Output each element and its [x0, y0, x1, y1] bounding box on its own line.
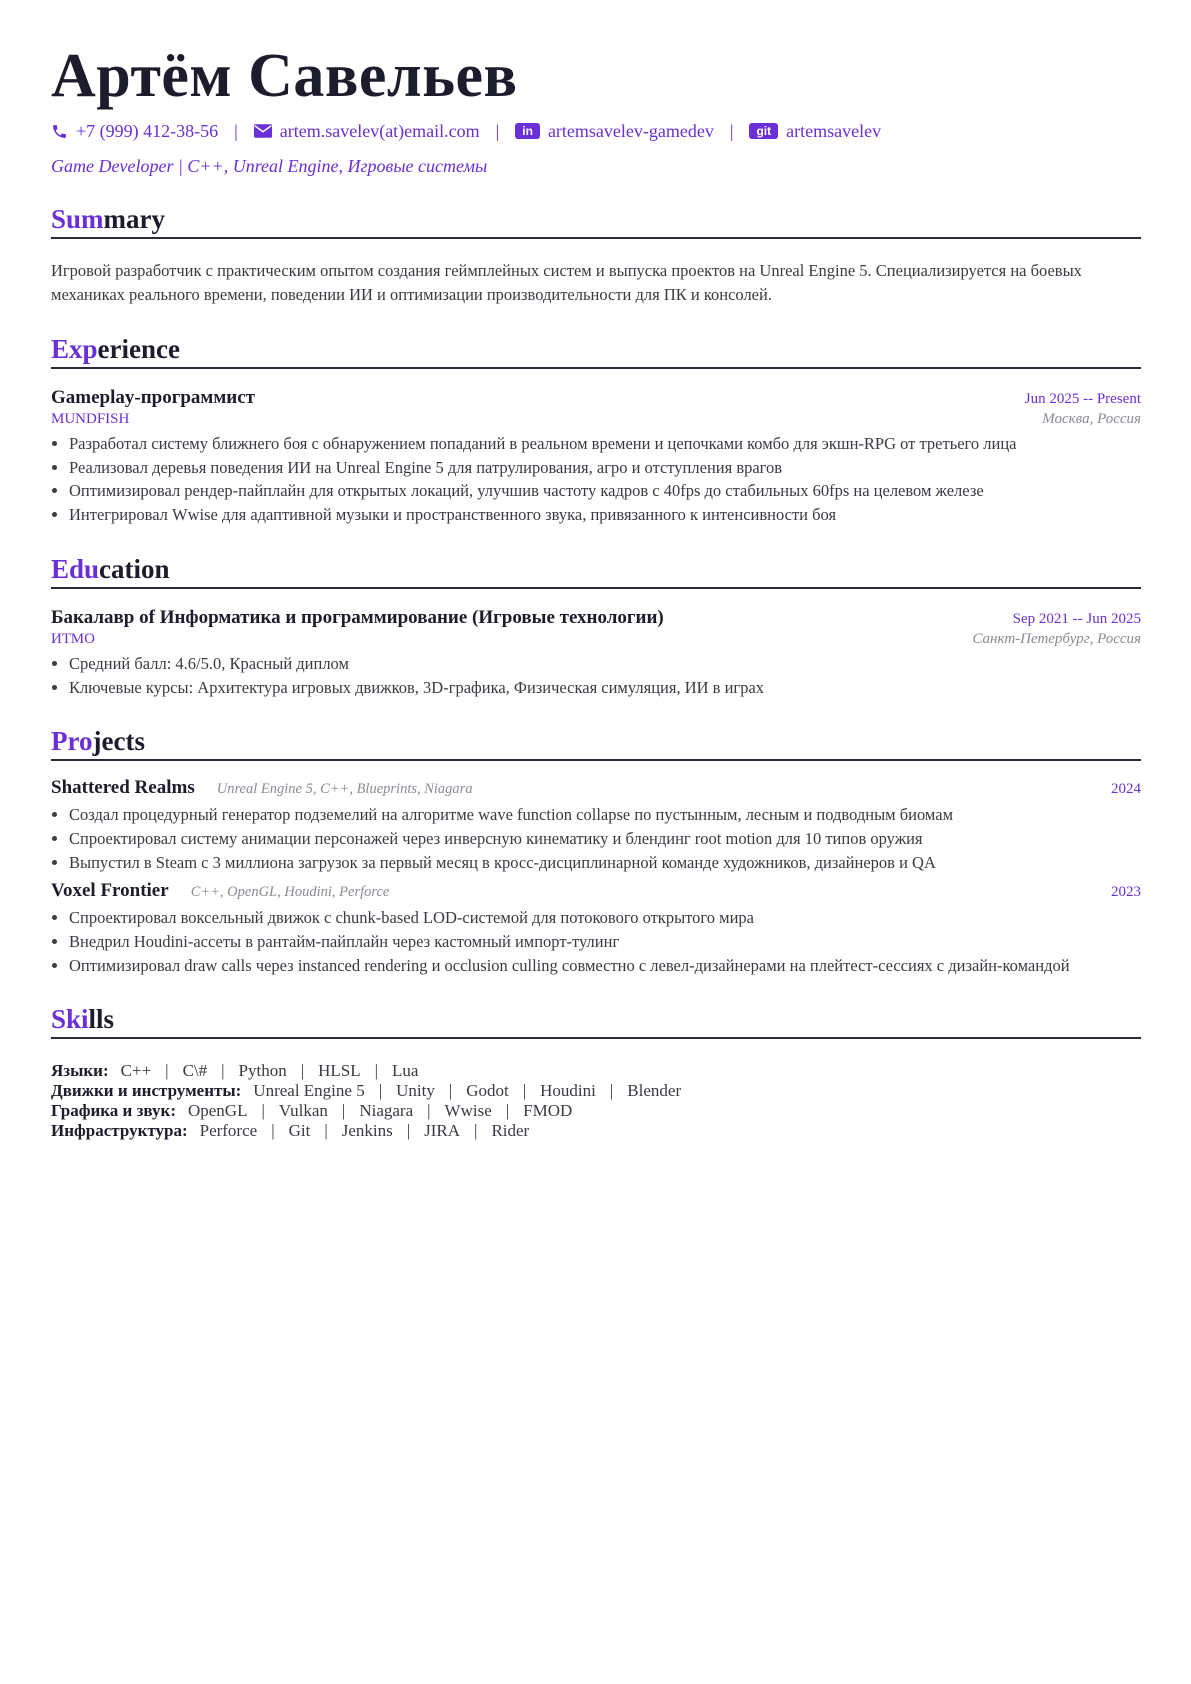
section-title-experience: Experience	[51, 334, 180, 364]
section-title-skills: Skills	[51, 1004, 115, 1035]
skill-item: Unreal Engine 5	[253, 1081, 365, 1101]
project-bullets	[51, 803, 1141, 874]
list-item: • Спроектировал воксельный движок с chunk-based LOD-системой для потокового открытого мира	[69, 906, 1141, 930]
skill-separator: |	[406, 1121, 411, 1141]
skills-list	[51, 1061, 1141, 1141]
skill-item: OpenGL	[187, 1101, 248, 1121]
experience-entry	[51, 387, 1141, 527]
project-bullets	[51, 906, 1141, 977]
project-title: Shattered Realms	[51, 777, 195, 799]
first-name: Артём	[51, 42, 233, 110]
skill-separator: |	[261, 1101, 265, 1121]
phone-number: +7 (999) 412-38-56	[76, 120, 219, 141]
education-bullets	[51, 652, 1141, 699]
skill-item: Git	[288, 1121, 311, 1141]
project-title: Voxel Frontier	[51, 880, 169, 902]
skill-separator: |	[609, 1081, 614, 1101]
list-item: • Внедрил Houdini-ассеты в рантайм-пайплайн через кастомный импорт-тулинг	[69, 930, 1141, 954]
job-dates: Jun 2025 -- Present	[1024, 391, 1141, 407]
skill-separator: |	[448, 1081, 453, 1101]
mail-icon	[254, 124, 272, 138]
skill-separator: |	[221, 1061, 225, 1081]
email-address: artem.savelev(at)email.com	[279, 120, 480, 141]
skill-separator: |	[505, 1101, 510, 1121]
list-item: • Разработал систему ближнего боя с обнаружением попаданий в реальном времени и цепочками комбо для экшн-RPG от третьего лица	[69, 432, 1141, 456]
skill-item: Jenkins	[341, 1121, 393, 1141]
skill-row	[51, 1101, 1141, 1121]
linkedin-badge: in	[515, 123, 540, 139]
skill-item: Wwise	[444, 1101, 492, 1121]
skill-item: C++	[120, 1061, 152, 1081]
section-divider	[51, 367, 1141, 369]
degree-title: Бакалавр of Информатика и программирование (Игровые технологии)	[51, 606, 664, 628]
company-name: MUNDFISH	[51, 411, 130, 427]
linkedin-contact[interactable]	[515, 121, 714, 142]
education-entry	[51, 607, 1141, 699]
skill-row	[51, 1081, 1141, 1101]
skill-row	[51, 1121, 1141, 1141]
contact-separator: |	[495, 120, 500, 141]
section-title-summary: Summary	[51, 204, 166, 234]
git-badge: git	[749, 123, 778, 139]
contact-separator: |	[729, 120, 734, 141]
skill-item: Lua	[392, 1061, 419, 1081]
project-tech: C++, OpenGL, Houdini, Perforce	[190, 884, 390, 901]
job-title: Gameplay-программист	[51, 387, 256, 408]
linkedin-icon	[515, 123, 540, 139]
skill-category-label: Инфраструктура:	[51, 1121, 188, 1141]
section-title-projects: Projects	[51, 726, 145, 757]
skill-separator: |	[522, 1081, 527, 1101]
skill-separator: |	[324, 1121, 328, 1141]
email-contact[interactable]	[254, 121, 480, 142]
job-bullets	[51, 432, 1141, 527]
skill-separator: |	[378, 1081, 383, 1101]
candidate-name	[51, 40, 1141, 112]
linkedin-handle: artemsavelev-gamedev	[547, 120, 714, 141]
skill-item: C\#	[182, 1061, 208, 1081]
project-entry	[51, 880, 1141, 977]
skill-separator: |	[271, 1121, 275, 1141]
section-title-education: Education	[51, 553, 170, 584]
skill-separator: |	[165, 1061, 169, 1081]
project-year: 2023	[1111, 884, 1141, 901]
skill-category-label: Графика и звук:	[51, 1101, 176, 1121]
project-entry	[51, 777, 1141, 874]
git-handle: artemsavelev	[786, 120, 882, 141]
skill-item: Perforce	[199, 1121, 258, 1141]
list-item: • Выпустил в Steam с 3 миллиона загрузок за первый месяц в кросс-дисциплинарной команде художников, дизайнеров и QA	[69, 851, 1141, 875]
skill-separator: |	[474, 1121, 478, 1141]
skill-separator: |	[341, 1101, 346, 1121]
skill-item: Unity	[396, 1081, 435, 1101]
list-item: • Интегрировал Wwise для адаптивной музыки и пространственного звука, привязанного к интенсивности боя	[69, 503, 1141, 527]
list-item: • Создал процедурный генератор подземелий на алгоритме wave function collapse по пустынным, лесным и подводным биомам	[69, 803, 1141, 827]
skill-item: JIRA	[424, 1121, 461, 1141]
last-name: Савельев	[248, 42, 518, 110]
git-contact[interactable]	[749, 121, 881, 142]
project-tech: Unreal Engine 5, C++, Blueprints, Niagara	[216, 781, 473, 798]
skill-separator: |	[374, 1061, 379, 1081]
section-divider	[51, 587, 1141, 589]
git-icon	[749, 123, 778, 139]
skill-item: Houdini	[540, 1081, 596, 1101]
list-item: • Оптимизировал рендер-пайплайн для открытых локаций, улучшив частоту кадров с 40fps до стабильных 60fps на целевом железе	[69, 479, 1141, 503]
list-item: • Оптимизировал draw calls через instanced rendering и occlusion culling совместно с левел-дизайнерами на плейтест-сессиях с дизайн-командой	[69, 954, 1141, 978]
university-name: ИТМО	[51, 630, 95, 647]
contact-bar	[51, 118, 1141, 144]
section-divider	[51, 1037, 1141, 1039]
skill-item: Rider	[491, 1121, 530, 1141]
skill-separator: |	[427, 1101, 431, 1121]
education-location: Санкт-Петербург, Россия	[972, 630, 1141, 647]
skill-category-label: Языки:	[51, 1061, 109, 1081]
phone-contact[interactable]	[51, 121, 218, 142]
list-item: • Средний балл: 4.6/5.0, Красный диплом	[69, 652, 1141, 676]
list-item: • Реализовал деревья поведения ИИ на Unreal Engine 5 для патрулирования, агро и отступления врагов	[69, 456, 1141, 480]
project-year: 2024	[1111, 781, 1141, 798]
section-divider	[51, 759, 1141, 761]
skill-item: FMOD	[523, 1101, 573, 1121]
phone-icon	[51, 123, 68, 140]
job-location: Москва, Россия	[1042, 411, 1141, 427]
skill-item: Blender	[627, 1081, 682, 1101]
education-dates: Sep 2021 -- Jun 2025	[1012, 610, 1141, 627]
contact-separator: |	[234, 120, 238, 141]
summary-text: Игровой разработчик с практическим опытом создания геймплейных систем и выпуска проектов на Unreal Engine 5. Специализируется на боевых механиках реального времени, поведении ИИ и оптимизации производительности для ПК и консолей.	[51, 261, 1082, 304]
skill-item: Python	[238, 1061, 287, 1081]
section-divider	[51, 237, 1141, 239]
skill-category-label: Движки и инструменты:	[51, 1081, 242, 1101]
tagline: Game Developer | C++, Unreal Engine, Игровые системы	[51, 156, 488, 176]
skill-item: Niagara	[359, 1101, 414, 1121]
skill-item: Godot	[466, 1081, 509, 1101]
skill-separator: |	[300, 1061, 305, 1081]
skill-row	[51, 1061, 1141, 1081]
skill-item: Vulkan	[278, 1101, 328, 1121]
list-item: • Ключевые курсы: Архитектура игровых движков, 3D-графика, Физическая симуляция, ИИ в играх	[69, 676, 1141, 700]
skill-item: HLSL	[318, 1061, 361, 1081]
list-item: • Спроектировал систему анимации персонажей через инверсную кинематику и блендинг root motion для 10 типов оружия	[69, 827, 1141, 851]
